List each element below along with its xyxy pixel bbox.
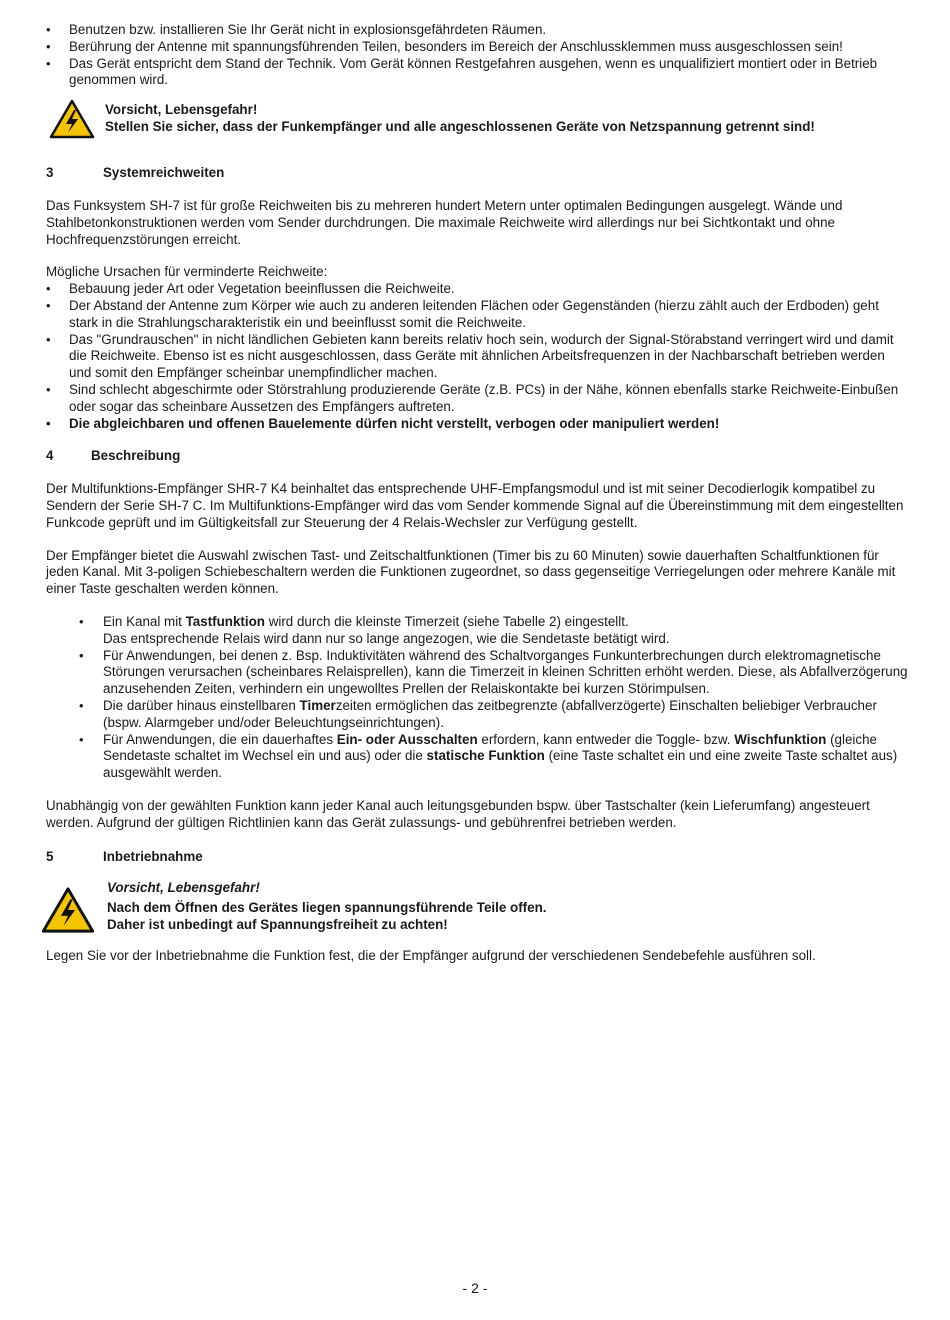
paragraph: Unabhängig von der gewählten Funktion kann jeder Kanal auch leitungsgebunden bspw. über Tastschalter (kein Lieferumfang) angesteuert werden. Aufgrund der gültigen Richtlinien kann das Gerät zulassungs- und gebührenfrei betrieben werden. [46, 797, 870, 830]
warning-text: Daher ist unbedingt auf Spannungsfreiheit zu achten! [107, 916, 448, 932]
list-item: • Das "Grundrauschen" in nicht ländlichen Gebieten kann bereits relativ hoch sein, wodurch der Signal-Störabstand verringert wird und damit die Reichweite. Ebenso ist es nicht ausgeschlossen, dass Geräte mit ähnlichen Arbeitsfrequenzen in der Nachbarschaft betrieben werden und somit den Empfänger scheinbar unempfindlicher machen. [46, 332, 910, 382]
text-bold: Tastfunktion [185, 613, 265, 629]
text: Das entsprechende Relais wird dann nur so lange angezogen, wie die Sendetaste betätigt wird. [103, 630, 670, 646]
text: (gleiche Sendetaste schaltet im Wechsel ein und aus) oder die [103, 731, 877, 764]
text-bold: statische Funktion [426, 748, 545, 764]
section-number: 3 [46, 165, 54, 181]
section-heading-3 [46, 165, 950, 182]
text: erfordern, kann entweder die Toggle- bzw. [477, 731, 735, 747]
list-item [79, 698, 910, 732]
content [0, 22, 950, 965]
text: (eine Taste schaltet ein und eine zweite Taste schaltet aus) ausgewählt werden. [103, 748, 898, 781]
warning-title: Vorsicht, Lebensgefahr! [107, 880, 260, 896]
warning-title: Vorsicht, Lebensgefahr! [105, 102, 258, 118]
causes-bullet-list [46, 281, 910, 432]
section-number: 5 [46, 849, 54, 865]
functions-bullet-list [79, 614, 910, 782]
text: zeiten ermöglichen das zeitbegrenzte (abfallverzögerte) Einschalten beliebiger Verbraucher (bspw. Alarmgeber und/oder Beleuchtungseinrichtungen). [103, 697, 877, 730]
text: Für Anwendungen, die ein dauerhaftes [103, 731, 337, 747]
section-title: Beschreibung [91, 448, 181, 464]
section-heading-5 [46, 849, 950, 866]
list-item: • Bebauung jeder Art oder Vegetation beeinflussen die Reichweite. [46, 281, 910, 298]
paragraph: Das Funksystem SH-7 ist für große Reichweiten bis zu mehreren hundert Metern unter optimalen Bedingungen ausgelegt. Wände und Stahlbetonkonstruktionen werden vom Sender durchdrungen. Die maximale Reichweite wird allerdings nur bei Sichtkontakt und ohne Hochfrequenzstörungen erreicht. [46, 197, 843, 247]
paragraph: Legen Sie vor der Inbetriebnahme die Funktion fest, die der Empfänger aufgrund der verschiedenen Sendebefehle ausführen soll. [46, 948, 816, 964]
high-voltage-warning-icon [41, 886, 95, 934]
list-item: • Die abgleichbaren und offenen Bauelemente dürfen nicht verstellt, verbogen oder manipuliert werden! [46, 416, 910, 433]
warning-box [49, 99, 950, 139]
section-title: Systemreichweiten [103, 165, 225, 181]
high-voltage-warning-icon [49, 99, 95, 139]
warning-box [41, 878, 950, 934]
list-item: • Das Gerät entspricht dem Stand der Technik. Vom Gerät können Restgefahren ausgehen, wenn es unqualifiziert montiert oder in Betrieb genommen wird. [46, 56, 910, 90]
list-item: • Der Abstand der Antenne zum Körper wie auch zu anderen leitenden Flächen oder Gegenständen (hierzu zählt auch der Erdboden) geht stark in die Strahlungscharakteristik ein und beeinflusst somit die Reichweite. [46, 298, 910, 332]
text-bold: Timer [299, 697, 336, 713]
list-item [79, 614, 910, 648]
section-heading-4 [46, 448, 950, 465]
section-title: Inbetriebnahme [103, 849, 203, 865]
text: Ein Kanal mit [103, 613, 186, 629]
section-number: 4 [46, 448, 54, 464]
page-number: - 2 - [462, 1280, 488, 1296]
text-bold: Wischfunktion [734, 731, 827, 747]
text-bold: Ein- oder Ausschalten [336, 731, 478, 747]
text: wird durch die kleinste Timerzeit (siehe Tabelle 2) eingestellt. [264, 613, 629, 629]
warning-text: Nach dem Öffnen des Gerätes liegen spannungsführende Teile offen. [107, 900, 547, 916]
text: Die darüber hinaus einstellbaren [103, 697, 300, 713]
warning-text: Stellen Sie sicher, dass der Funkempfänger und alle angeschlossenen Geräte von Netzspannung getrennt sind! [105, 118, 815, 134]
intro-bullet-list [46, 22, 910, 89]
list-item: • Sind schlecht abgeschirmte oder Störstrahlung produzierende Geräte (z.B. PCs) in der Nähe, können ebenfalls starke Reichweite-Einbußen oder sogar das scheinbare Aussetzen des Empfängers auftreten. [46, 382, 910, 416]
list-item: • Für Anwendungen, bei denen z. Bsp. Induktivitäten während des Schaltvorganges Funkunterbrechungen durch elektromagnetische Störungen verursachen (scheinbares Relaisprellen), kann die Timerzeit in kleinen Schritten erhöht werden. Diese, als Abfallverzögerung anzusehenden Zeiten, verhindern ein ungewolltes Prellen der Relaiskontakte bei kurzen Störimpulsen. [79, 648, 910, 698]
list-item: • Benutzen bzw. installieren Sie Ihr Gerät nicht in explosionsgefährdeten Räumen. [46, 22, 910, 39]
paragraph: Der Empfänger bietet die Auswahl zwischen Tast- und Zeitschaltfunktionen (Timer bis zu 60 Minuten) sowie dauerhaften Schaltfunktionen für jeden Kanal. Mit 3-poligen Schiebeschaltern werden die Funktionen zugeordnet, so dass gegenseitige Verriegelungen oder mehrere Kanäle mit einer Taste geschalten werden können. [46, 547, 896, 597]
list-item: • Berührung der Antenne mit spannungsführenden Teilen, besonders im Bereich der Anschlussklemmen muss ausgeschlossen sein! [46, 39, 910, 56]
paragraph: Mögliche Ursachen für verminderte Reichweite: [46, 264, 328, 280]
list-item [79, 732, 910, 782]
paragraph: Der Multifunktions-Empfänger SHR-7 K4 beinhaltet das entsprechende UHF-Empfangsmodul und ist mit seiner Decodierlogik kompatibel zu Sendern der Serie SH-7 C. Im Multifunktions-Empfänger wird das vom Sender kommende Signal auf die Übereinstimmung mit dem eingestellten Funkcode geprüft und im Gültigkeitsfall zur Steuerung der 4 Relais-Wechsler zur Verfügung gestellt. [46, 481, 904, 530]
